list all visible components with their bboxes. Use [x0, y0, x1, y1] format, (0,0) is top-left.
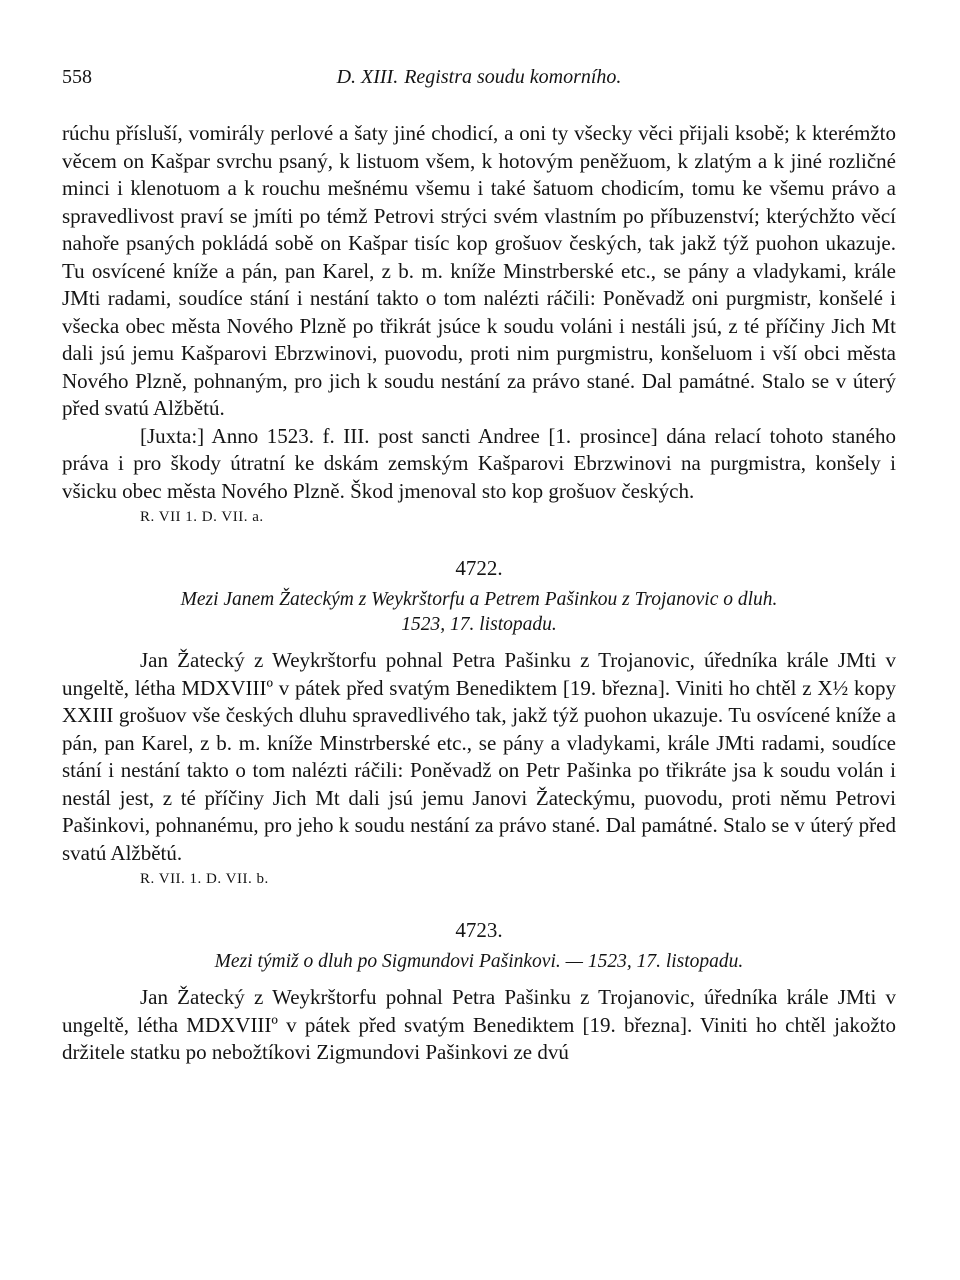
running-head-title: Registra soudu komorního. [404, 66, 622, 88]
running-head-section: D. XIII. [336, 66, 399, 88]
page-number: 558 [62, 66, 92, 88]
source-reference: R. VII. 1. D. VII. b. [140, 871, 269, 887]
running-head [62, 66, 896, 89]
document-regest [62, 587, 896, 637]
source-reference: R. VII 1. D. VII. a. [140, 509, 264, 525]
book-page [62, 66, 896, 1067]
document-regest: Mezi týmiž o dluh po Sigmundovi Pašinkovi. — 1523, 17. listopadu. [214, 951, 744, 972]
document-number: 4722. [455, 556, 503, 580]
regest-line: Mezi Janem Žateckým z Weykrštorfu a Petrem Pašinkou z Trojanovic o dluh. [180, 589, 778, 610]
body-paragraph: rúchu přísluší, vomirály perlové a šaty jiné chodicí, a oni ty všecky věci přijali ksobě; k kterémžto věcem on Kašpar svrchu psaný, k listuom všem, k hotovým peněžuom, k zlatým a k jiné rozličné minci i klenotuom a k rouchu mešnému všemu i také šatuom chodicím, tomu ke všemu právo a spravedlivost praví se jmíti po témž Petrovi strýci svém vlastním po příbuzenství; kterýchžto věcí nahoře psaných pokládá sobě on Kašpar tisíc kop grošuov českých, tak jakž týž puohon ukazuje. Tu osvícené kníže a pán, pan Karel, z b. m. kníže Minstrberské etc., se pány a vladykami, krále JMti radami, soudíce stání i nestání takto o tom nalézti ráčili: Poněvadž oni purgmistr, konšelé i všecka obec města Nového Plzně po třikrát jsúce k soudu voláni i nestáli jsú, z té příčiny Jich Mt dali jsú jemu Kašparovi Ebrzwinovi, puovodu, proti nim purgmistru, konšeluom i vší obci města Nového Plzně, pohnaným, pro jich k soudu nestání za právo stané. Dal památné. Stalo se v úterý před svatú Alžbětú. [62, 121, 896, 420]
document-text: Jan Žatecký z Weykrštorfu pohnal Petra Pašinku z Trojanovic, úředníka krále JMti v ungeltě, létha MDXVIIIº v pátek před svatým Benediktem [19. března]. Viniti ho chtěl jakožto držitele statku po nebožtíkovi Zigmundovi Pašinkovi ze dvú [62, 985, 896, 1064]
document-text: Jan Žatecký z Weykrštorfu pohnal Petra Pašinku z Trojanovic, úředníka krále JMti v ungeltě, létha MDXVIIIº v pátek před svatým Benediktem [19. března]. Viniti ho chtěl z X½ kopy XXIII grošuov vše českých dluhu spravedlivého tak, jakž týž puohon ukazuje. Tu osvícené kníže a pán, pan Karel, z b. m. kníže Minstrberské etc., se pány a vladykami, krále JMti radami, soudíce stání i nestání takto o tom nalézti ráčili: Poněvadž on Petr Pašinka po třikráte jsa k soudu volán i nestál jest, z té příčiny Jich Mt dali jsú jemu Janovi Žateckýmu, puovodu, proti němu Petrovi Pašinkovi, pohnanému, pro jeho k soudu nestání za právo stané. Dal památné. Stalo se v úterý před svatú Alžbětú. [62, 648, 896, 865]
page-header [62, 66, 896, 98]
juxta-paragraph: [Juxta:] Anno 1523. f. III. post sancti Andree [1. prosince] dána relací tohoto staného práva i pro škody útratní ke dskám zemským Kašparovi Ebrzwinovi na purgmistra, konšely i všicku obec města Nového Plzně. Škod jmenoval sto kop grošuov českých. [62, 423, 896, 503]
document-number: 4723. [455, 918, 503, 942]
regest-date: 1523, 17. listopadu. [401, 614, 557, 635]
